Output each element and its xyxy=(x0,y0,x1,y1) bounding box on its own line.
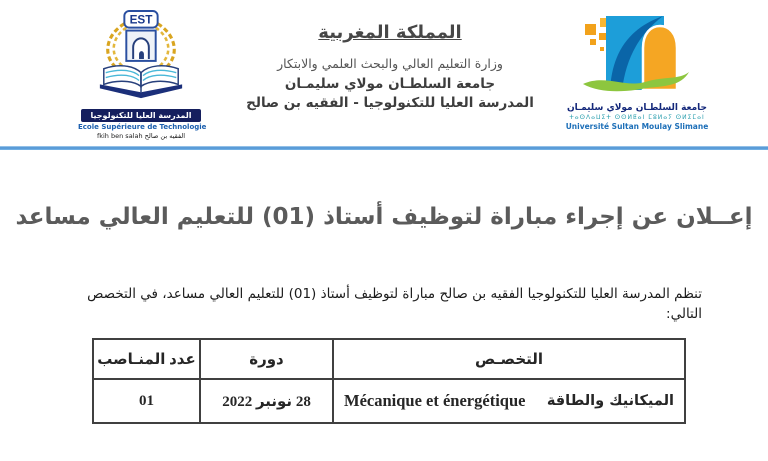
cell-positions: 01 xyxy=(93,379,200,423)
specialty-french: Mécanique et énergétique xyxy=(344,391,526,410)
kingdom-title: المملكة المغربية xyxy=(318,22,462,43)
arch-door-icon xyxy=(126,31,155,61)
est-crest-icon xyxy=(93,10,189,104)
university-line: جامعة السلطـان مولاي سليمـان xyxy=(284,76,496,92)
usms-logo xyxy=(556,14,718,131)
est-name-french: Ecole Supérieure de Technologie xyxy=(78,123,207,131)
table-row xyxy=(93,379,685,423)
est-city-label: الفقيه بن صالح fkih ben salah xyxy=(96,132,186,140)
administrative-header xyxy=(222,22,558,111)
table-header-row xyxy=(93,339,685,379)
announcement-title: إعــلان عن إجراء مباراة لتوظيف أستاذ (01) للتعليم العالي مساعد xyxy=(15,204,753,230)
est-logo xyxy=(78,10,207,140)
usms-emblem-icon xyxy=(579,14,695,98)
usms-name-french: Université Sultan Moulay Slimane xyxy=(565,122,709,131)
open-book-icon xyxy=(100,66,182,98)
usms-name-tifinagh: ⵜⴰⵙⴷⴰⵡⵉⵜ ⵙⵙⵍⵟⴰⵏ ⵎⵓⵍⴰⵢ ⵙⵍⵉⵎⴰⵏ xyxy=(569,114,705,121)
header-divider xyxy=(0,146,768,150)
cell-session: 28 نونبر 2022 xyxy=(200,379,333,423)
header-session: دورة xyxy=(200,339,333,379)
specialty-arabic: الميكانيك والطاقة xyxy=(546,393,674,409)
est-acronym: EST xyxy=(129,13,153,27)
ministry-line: وزارة التعليم العالي والبحث العلمي والابتكار xyxy=(277,56,503,71)
school-line: المدرسة العليا للتكنولوجيا - الفقيه بن صالح xyxy=(246,95,534,111)
positions-table xyxy=(92,338,686,424)
header-specialty: التخصـص xyxy=(333,339,685,379)
intro-paragraph: تنظم المدرسة العليا للتكنولوجيا الفقيه بن صالح مباراة لتوظيف أستاذ (01) للتعليم العالي مساعد، في التخصص التالي: xyxy=(87,286,702,323)
est-banner-arabic: المدرسة العليا للتكنولوجيا xyxy=(81,109,201,122)
cell-specialty xyxy=(333,379,685,423)
header-positions: عدد المنـاصب xyxy=(93,339,200,379)
usms-name-arabic: جامعة السلطـان مولاي سليمـان xyxy=(566,103,708,113)
